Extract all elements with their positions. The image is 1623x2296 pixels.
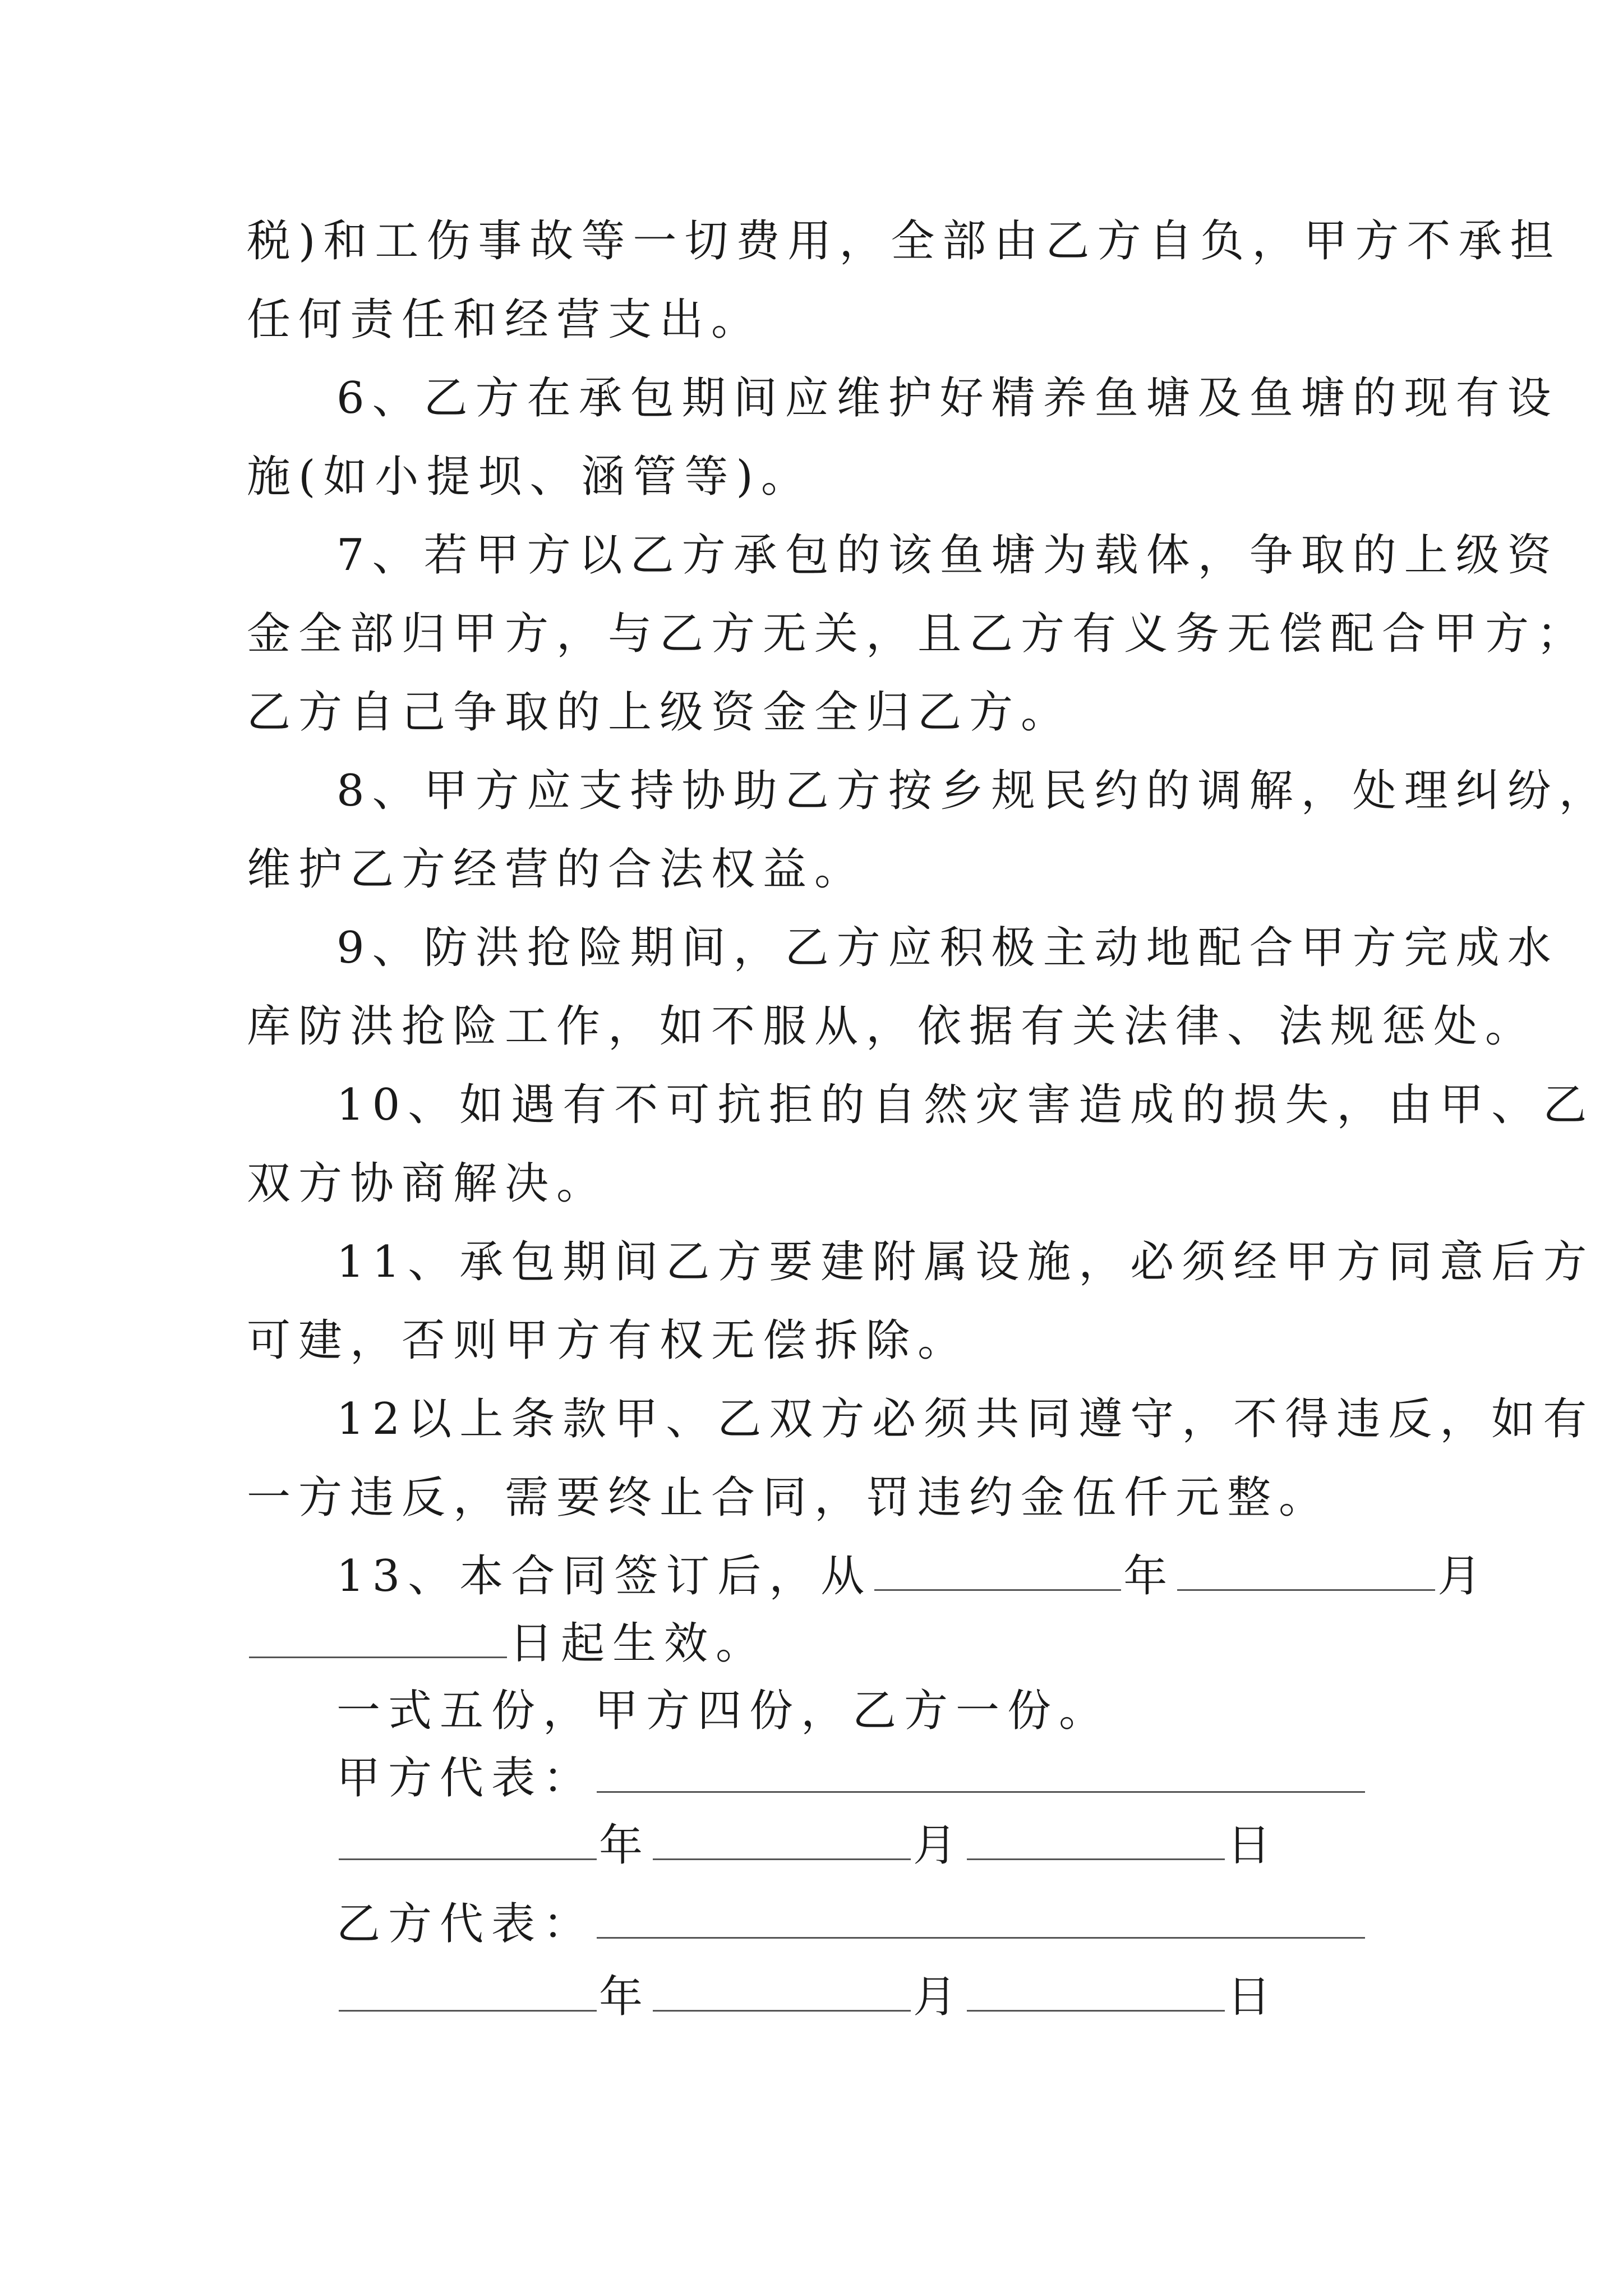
paragraph-12-line-1: 12以上条款甲、乙双方必须共同遵守，不得违反，如有: [336, 1394, 1595, 1444]
paragraph-5-continued-line-2: 任何责任和经营支出。: [247, 295, 763, 345]
party-a-date-line: [336, 1818, 1279, 1874]
party-b-date-line: [336, 1969, 1279, 2025]
month-label: 月: [1437, 1551, 1490, 1602]
paragraph-5-continued-line-1: 税)和工伤事故等一切费用，全部由乙方自负，甲方不承担: [247, 216, 1562, 266]
party-a-signature-blank[interactable]: [597, 1752, 1365, 1793]
party-b-signature-blank[interactable]: [597, 1898, 1365, 1939]
paragraph-13-prefix: 13、本合同签订后，从: [336, 1551, 873, 1602]
paragraph-6-line-1: 6、乙方在承包期间应维护好精养鱼塘及鱼塘的现有设: [336, 373, 1559, 424]
paragraph-13-line-1: [336, 1548, 1489, 1604]
year-label: 年: [1123, 1551, 1175, 1602]
copies-statement: 一式五份，甲方四份，乙方一份。: [336, 1686, 1111, 1736]
paragraph-8-line-2: 维护乙方经营的合法权益。: [247, 844, 866, 895]
party-b-label: 乙方代表：: [336, 1899, 595, 1949]
party-a-signature-line: [336, 1750, 1367, 1806]
effective-year-blank[interactable]: [874, 1550, 1121, 1591]
party-b-month-blank[interactable]: [653, 1971, 911, 2012]
party-a-year-label: 年: [599, 1820, 651, 1871]
paragraph-6-line-2: 施(如小提坝、涵管等)。: [247, 452, 813, 502]
paragraph-11-line-1: 11、承包期间乙方要建附属设施，必须经甲方同意后方: [336, 1237, 1595, 1287]
effective-month-blank[interactable]: [1177, 1550, 1435, 1591]
paragraph-10-line-1: 10、如遇有不可抗拒的自然灾害造成的损失，由甲、乙: [336, 1080, 1595, 1130]
paragraph-12-line-2: 一方违反，需要终止合同，罚违约金伍仟元整。: [247, 1473, 1331, 1523]
party-a-day-blank[interactable]: [967, 1819, 1225, 1860]
effective-day-blank[interactable]: [249, 1617, 507, 1658]
party-b-day-blank[interactable]: [967, 1971, 1225, 2012]
party-a-month-blank[interactable]: [653, 1819, 911, 1860]
paragraph-10-line-2: 双方协商解决。: [247, 1158, 608, 1209]
party-b-year-blank[interactable]: [339, 1971, 597, 2012]
paragraph-11-line-2: 可建，否则甲方有权无偿拆除。: [247, 1315, 970, 1366]
paragraph-9-line-2: 库防洪抢险工作，如不服从，依据有关法律、法规惩处。: [247, 1001, 1537, 1052]
party-a-label: 甲方代表：: [336, 1753, 595, 1803]
party-b-day-label: 日: [1227, 1972, 1279, 2022]
party-a-day-label: 日: [1227, 1820, 1279, 1871]
paragraph-7-line-3: 乙方自己争取的上级资金全归乙方。: [247, 687, 1073, 738]
party-b-signature-line: [336, 1896, 1367, 1952]
paragraph-13-suffix: 日起生效。: [509, 1618, 768, 1669]
paragraph-9-line-1: 9、防洪抢险期间，乙方应积极主动地配合甲方完成水: [336, 923, 1559, 973]
paragraph-8-line-1: 8、甲方应支持协助乙方按乡规民约的调解，处理纠纷，: [336, 766, 1611, 816]
paragraph-13-line-2: [247, 1616, 767, 1672]
party-b-year-label: 年: [599, 1972, 651, 2022]
party-b-month-label: 月: [913, 1972, 965, 2022]
party-a-month-label: 月: [913, 1820, 965, 1871]
party-a-year-blank[interactable]: [339, 1819, 597, 1860]
paragraph-7-line-1: 7、若甲方以乙方承包的该鱼塘为载体，争取的上级资: [336, 530, 1559, 581]
paragraph-7-line-2: 金全部归甲方，与乙方无关，且乙方有义务无偿配合甲方；: [247, 609, 1589, 659]
